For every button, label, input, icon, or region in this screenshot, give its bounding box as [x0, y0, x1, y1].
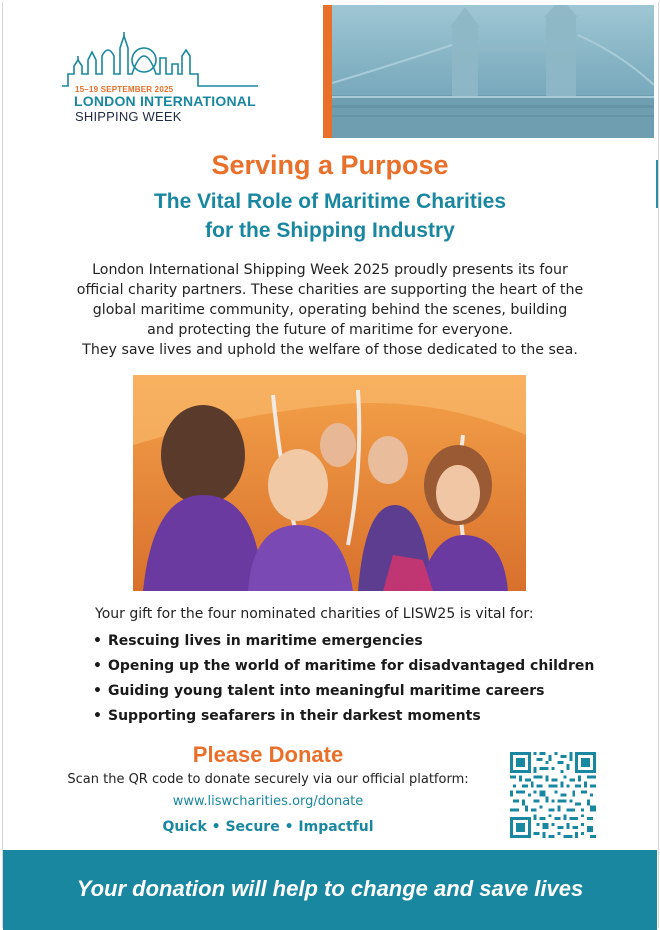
intro-line: official charity partners. These charities are supporting the heart of the — [76, 282, 584, 298]
header-orange-bar — [323, 5, 332, 138]
footer-banner — [3, 850, 657, 930]
page-title: Serving a Purpose — [211, 150, 449, 180]
logo-dates: 15–19 SEPTEMBER 2025 — [75, 85, 174, 94]
list-item — [92, 631, 594, 656]
bullet-icon: • — [93, 683, 102, 699]
lisw-logo — [58, 30, 278, 130]
list-item-text: Guiding young talent into meaningful maritime careers — [108, 683, 545, 699]
list-item-text: Opening up the world of maritime for disadvantaged children — [108, 658, 595, 674]
intro-line: and protecting the future of maritime for everyone. — [147, 322, 513, 338]
logo-title-line2: SHIPPING WEEK — [75, 109, 182, 124]
donate-instructions: Scan the QR code to donate securely via our official platform: — [67, 772, 469, 787]
qr-code-icon[interactable] — [510, 752, 596, 838]
donate-link[interactable]: www.liswcharities.org/donate — [172, 794, 364, 809]
gift-list — [92, 631, 594, 731]
intro-line: global maritime community, operating behind the scenes, building — [92, 302, 568, 318]
bullet-icon: • — [93, 708, 102, 724]
logo-title-line1: LONDON INTERNATIONAL — [74, 93, 256, 109]
footer-slogan: Your donation will help to change and save lives — [76, 876, 584, 901]
intro-line: They save lives and uphold the welfare of those dedicated to the sea. — [82, 342, 578, 358]
london-skyline-icon — [58, 30, 278, 90]
bullet-icon: • — [93, 658, 102, 674]
donate-title: Please Donate — [192, 742, 344, 767]
donate-tagline: Quick • Secure • Impactful — [162, 819, 374, 835]
list-item-text: Supporting seafarers in their darkest moments — [108, 708, 481, 724]
subtitle-line-1: The Vital Role of Maritime Charities — [153, 190, 507, 213]
tower-bridge-photo — [332, 5, 654, 138]
list-item-text: Rescuing lives in maritime emergencies — [108, 633, 423, 649]
gift-lead-text: Your gift for the four nominated charities of LISW25 is vital for: — [95, 606, 534, 622]
bullet-icon: • — [93, 633, 102, 649]
list-item — [92, 706, 594, 731]
children-liferaft-photo — [133, 375, 526, 591]
list-item — [92, 656, 594, 681]
intro-line: London International Shipping Week 2025 proudly presents its four — [92, 262, 568, 278]
list-item — [92, 681, 594, 706]
intro-paragraph — [60, 260, 600, 360]
subtitle-line-2: for the Shipping Industry — [205, 219, 455, 242]
